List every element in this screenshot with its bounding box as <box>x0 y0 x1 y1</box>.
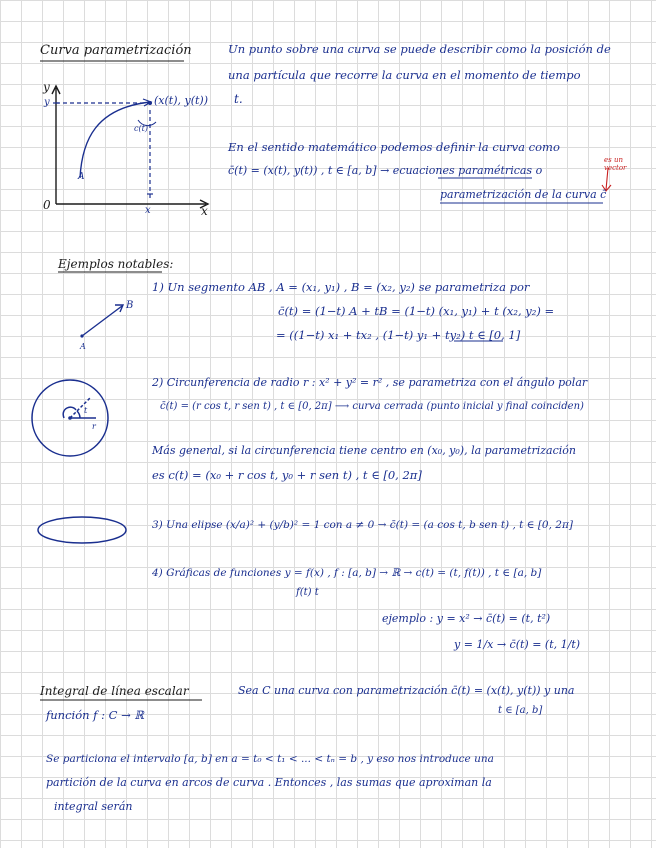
integral-line-5: integral serán <box>54 800 133 813</box>
graph-x-tick: x <box>145 205 151 216</box>
ellipse-sketch <box>38 517 126 543</box>
circle-angle-label: t <box>84 406 88 415</box>
example-2-line-2: c̄(t) = (r cos t, r sen t) , t ∈ [0, 2π] ⟶ curva cerrada (punto inicial y final coinciden) <box>160 401 584 412</box>
definition-line-3: parametrización de la curva c̄ <box>440 188 607 201</box>
example-1-line-2: c̄(t) = (1−t) A + tB = (1−t) (x₁, y₁) + t (x₂, y₂) = <box>278 304 555 318</box>
integral-line-3: Se particiona el intervalo [a, b] en a = t₀ < t₁ < ... < tₙ = b , y eso nos introduce una <box>46 753 494 765</box>
segment-ab <box>82 305 123 336</box>
section-heading-examples: Ejemplos notables: <box>58 257 174 271</box>
example-3-line: 3) Una elipse (x/a)² + (y/b)² = 1 con a ≠ 0 → c̄(t) = (a cos t, b sen t) , t ∈ [0, 2π] <box>152 519 573 531</box>
definition-line-2: c̄(t) = (x(t), y(t)) , t ∈ [a, b] → ecuaciones paramétricas o <box>228 164 543 177</box>
section-heading-integral: Integral de línea escalar <box>40 684 189 698</box>
integral-line-1: Sea C una curva con parametrización c̄(t) = (x(t), y(t)) y una <box>238 684 575 697</box>
graph-y-axis-label: y <box>43 80 50 94</box>
example-2-line-1: 2) Circunferencia de radio r : x² + y² = r² , se parametriza con el ángulo polar <box>152 376 588 389</box>
example-4-line-1: 4) Gráficas de funciones y = f(x) , f : [a, b] → ℝ → c(t) = (t, f(t)) , t ∈ [a, b] <box>152 567 542 579</box>
example-1-line-1: 1) Un segmento AB , A = (x₁, y₁) , B = (x₂, y₂) se parametriza por <box>152 280 530 294</box>
intro-line-3: t. <box>234 92 243 106</box>
graph-y-tick: y <box>44 97 50 108</box>
example-4-line-4: y = 1/x → c̄(t) = (t, 1/t) <box>454 638 581 651</box>
circle-radius-label: r <box>92 422 96 431</box>
graph-start-label: A <box>78 172 85 182</box>
side-note: es un vector <box>604 156 627 172</box>
example-2-line-3: Más general, si la circunferencia tiene centro en (x₀, y₀), la parametrización <box>152 444 576 457</box>
segment-point-a: A <box>80 342 86 351</box>
graph-x-axis-label: x <box>201 204 208 218</box>
definition-line-1: En el sentido matemático podemos definir la curva como <box>228 140 560 154</box>
parametric-curve <box>80 102 150 178</box>
section-heading-curve: Curva parametrización <box>40 43 192 58</box>
example-4-line-2: f(t) t <box>296 587 319 598</box>
graph-origin-label: 0 <box>43 198 51 212</box>
intro-line-2: una partícula que recorre la curva en el momento de tiempo <box>228 68 581 82</box>
integral-line-4: partición de la curva en arcos de curva . Entonces , las sumas que aproximan la <box>46 776 492 789</box>
example-4-line-3: ejemplo : y = x² → c̄(t) = (t, t²) <box>382 612 551 625</box>
example-2-line-4: es c(t) = (x₀ + r cos t, y₀ + r sen t) , t ∈ [0, 2π] <box>152 468 422 482</box>
graph-point-label: (x(t), y(t)) <box>154 94 209 107</box>
graph-angle-label: c(t) <box>134 124 148 133</box>
curve-guides <box>53 103 153 198</box>
integral-line-1-interval: t ∈ [a, b] <box>498 705 543 716</box>
segment-point-b: B <box>126 300 134 311</box>
intro-line-1: Un punto sobre una curva se puede describir como la posición de <box>228 42 611 56</box>
integral-line-2: función f : C → ℝ <box>46 708 144 722</box>
example-1-line-3: = ((1−t) x₁ + tx₂ , (1−t) y₁ + ty₂) t ∈ [0, 1] <box>276 328 521 342</box>
